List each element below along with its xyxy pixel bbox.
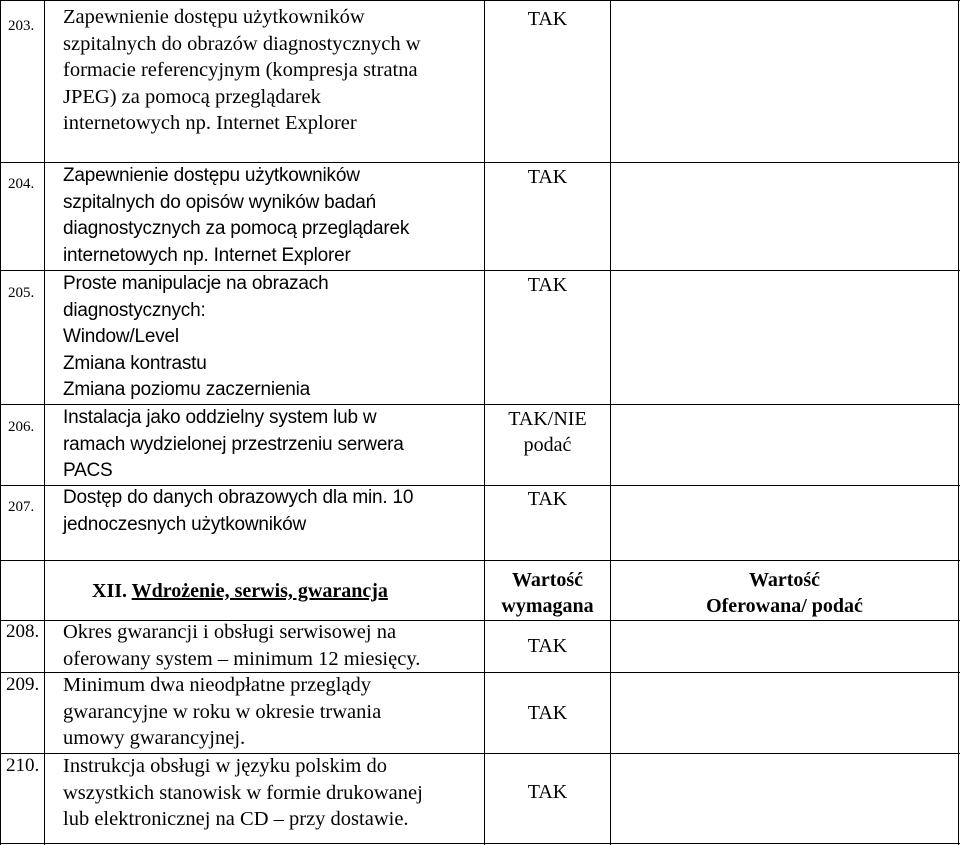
row-description: Instrukcja obsługi w języku polskim do wszystkich stanowisk w formie drukowanej lub elektronicznej na CD – przy dostawie. <box>63 755 423 830</box>
section-title <box>92 580 388 603</box>
row-description: Zapewnienie dostępu użytkowników szpitalnych do obrazów diagnostycznych w formacie referencyjnym (kompresja stratna JPEG) za pomocą przeglądarek internetowych np. Internet Explorer <box>63 6 421 134</box>
row-number: 209. <box>6 674 40 695</box>
row-description: Zapewnienie dostępu użytkowników szpitalnych do opisów wyników badań diagnostycznych za pomocą przeglądarek internetowych np. Internet Explorer <box>63 165 410 266</box>
section-roman: XII. <box>92 580 128 602</box>
row-value: TAK <box>527 166 568 188</box>
grid-line <box>958 0 959 845</box>
row-value: TAK <box>527 635 568 657</box>
row-description: Proste manipulacje na obrazach diagnostycznych: Window/Level Zmiana kontrastu Zmiana poziomu zaczernienia <box>63 273 329 400</box>
grid-line <box>0 843 960 844</box>
row-description: Dostęp do danych obrazowych dla min. 10 jednoczesnych użytkowników <box>63 487 414 535</box>
grid-line <box>0 0 1 845</box>
row-value: TAK/NIE podać <box>508 408 587 456</box>
row-description: Minimum dwa nieodpłatne przeglądy gwarancyjne w roku w okresie trwania umowy gwarancyjnej. <box>63 674 382 749</box>
grid-line <box>610 0 611 845</box>
row-number: 203. <box>8 18 35 34</box>
column-header-offered: Wartość Oferowana/ podać <box>706 569 863 617</box>
grid-line <box>0 560 960 561</box>
row-description: Instalacja jako oddzielny system lub w ramach wydzielonej przestrzeniu serwera PACS <box>63 407 404 481</box>
row-value: TAK <box>527 781 568 803</box>
grid-line <box>0 0 960 1</box>
row-number: 208. <box>6 621 40 642</box>
row-number: 204. <box>8 176 35 192</box>
row-number: 210. <box>6 755 40 776</box>
row-number: 206. <box>8 419 35 435</box>
column-header-required: Wartość wymagana <box>501 569 594 617</box>
row-value: TAK <box>527 274 568 296</box>
row-value: TAK <box>527 488 568 510</box>
row-value: TAK <box>527 702 568 724</box>
row-value: TAK <box>527 8 568 30</box>
row-number: 205. <box>8 285 35 301</box>
grid-line <box>44 0 45 845</box>
row-number: 207. <box>8 499 35 515</box>
row-description: Okres gwarancji i obsługi serwisowej na oferowany system – minimum 12 miesięcy. <box>63 621 421 670</box>
section-title-text: Wdrożenie, serwis, gwarancja <box>131 580 388 602</box>
